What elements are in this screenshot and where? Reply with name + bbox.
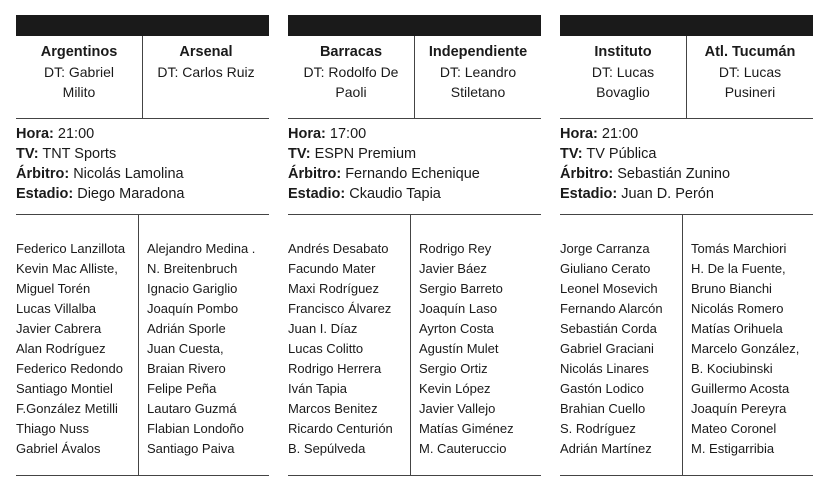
info-value: Fernando Echenique [345, 166, 480, 182]
info-label: Hora: [560, 126, 598, 142]
referee-row [16, 164, 269, 184]
team-coach: DT: Lucas Pusineri [718, 64, 782, 100]
info-value: Sebastián Zunino [617, 166, 731, 182]
hora-row [288, 124, 541, 144]
player-name: Felipe Peña [147, 381, 217, 396]
stadium-row [288, 184, 541, 204]
card-header-bar [16, 15, 269, 36]
info-label: Árbitro: [288, 166, 342, 182]
player-name: Federico Lanzillota [16, 241, 126, 256]
player-name: Miguel Torén [16, 281, 91, 296]
player-name: Juan I. Díaz [288, 321, 358, 336]
player-name: Alejandro Medina . [147, 241, 256, 256]
player-name: Agustín Mulet [419, 341, 499, 356]
team-name: Arsenal [179, 44, 233, 60]
lineup-away [683, 215, 813, 475]
card-header-bar [560, 15, 813, 36]
player-name: Ayrton Costa [419, 321, 494, 336]
player-name: Kevin Mac Alliste, [16, 261, 118, 276]
teams-row [16, 36, 269, 119]
player-name: B. Sepúlveda [288, 441, 366, 456]
info-label: Árbitro: [16, 166, 70, 182]
player-name: Bruno Bianchi [691, 281, 772, 296]
player-name: Ignacio Gariglio [147, 281, 238, 296]
player-name: Giuliano Cerato [560, 261, 651, 276]
player-name: Juan Cuesta, [147, 341, 224, 356]
lineup-away [139, 215, 269, 475]
tv-row [288, 144, 541, 164]
info-value: 21:00 [601, 126, 639, 142]
info-label: Árbitro: [560, 166, 614, 182]
player-name: Joaquín Pombo [147, 301, 239, 316]
player-name: Ricardo Centurión [288, 421, 393, 436]
stadium-row [560, 184, 813, 204]
player-name: Santiago Montiel [16, 381, 113, 396]
player-name: Lucas Villalba [16, 301, 96, 316]
player-name: Flabian Londoño [147, 421, 244, 436]
player-name: Marcelo González, [691, 341, 800, 356]
match-info [288, 119, 541, 215]
player-name: Adrián Sporle [147, 321, 226, 336]
tv-row [16, 144, 269, 164]
player-name: Lautaro Guzmá [147, 401, 237, 416]
player-name: Sergio Barreto [419, 281, 503, 296]
match-info [560, 119, 813, 215]
info-value: ESPN Premium [314, 146, 417, 162]
player-name: Nicolás Romero [691, 301, 784, 316]
team-name: Barracas [319, 44, 383, 60]
team-name: Independiente [428, 44, 528, 60]
player-name: Joaquín Pereyra [691, 401, 787, 416]
match-card [16, 15, 269, 476]
player-name: Braian Rivero [147, 361, 226, 376]
referee-row [288, 164, 541, 184]
player-name: Mateo Coronel [691, 421, 777, 436]
hora-row [16, 124, 269, 144]
player-name: Francisco Álvarez [288, 301, 392, 316]
team-coach: DT: Leandro Stiletano [439, 64, 517, 100]
info-label: Estadio: [16, 186, 74, 202]
player-name: Matías Giménez [419, 421, 514, 436]
player-name: Joaquín Laso [419, 301, 498, 316]
player-name: Gabriel Graciani [560, 341, 654, 356]
player-name: H. De la Fuente, [691, 261, 786, 276]
player-name: N. Breitenbruch [147, 261, 238, 276]
player-name: Gabriel Ávalos [16, 441, 101, 456]
player-name: Facundo Mater [288, 261, 376, 276]
lineup-home [16, 215, 139, 475]
player-name: Javier Cabrera [16, 321, 102, 336]
team-coach: DT: Carlos Ruiz [157, 64, 255, 80]
team-name: Instituto [594, 44, 652, 60]
player-name: Javier Vallejo [419, 401, 496, 416]
info-label: Estadio: [288, 186, 346, 202]
player-name: M. Cauteruccio [419, 441, 507, 456]
player-name: Lucas Colitto [288, 341, 364, 356]
info-value: Juan D. Perón [621, 186, 714, 202]
player-name: Iván Tapia [288, 381, 348, 396]
player-name: Guillermo Acosta [691, 381, 790, 396]
player-name: Andrés Desabato [288, 241, 389, 256]
info-value: TNT Sports [42, 146, 117, 162]
player-name: Gastón Lodico [560, 381, 644, 396]
referee-row [560, 164, 813, 184]
team-name: Argentinos [40, 44, 118, 60]
team-coach: DT: Lucas Bovaglio [591, 64, 655, 100]
lineups [288, 215, 541, 476]
player-name: M. Estigarribia [691, 441, 775, 456]
teams-row [560, 36, 813, 119]
card-header-bar [288, 15, 541, 36]
lineups [560, 215, 813, 476]
teams-row [288, 36, 541, 119]
info-value: TV Pública [586, 146, 657, 162]
player-name: Santiago Paiva [147, 441, 235, 456]
player-name: Sergio Ortiz [419, 361, 488, 376]
player-name: Leonel Mosevich [560, 281, 658, 296]
match-card [288, 15, 541, 476]
player-name: Rodrigo Herrera [288, 361, 382, 376]
team-home [16, 36, 143, 118]
player-name: Matías Orihuela [691, 321, 783, 336]
lineup-home [288, 215, 411, 475]
team-home [560, 36, 687, 118]
info-value: Ckaudio Tapia [349, 186, 441, 202]
match-card [560, 15, 813, 476]
player-name: Maxi Rodríguez [288, 281, 380, 296]
info-value: Nicolás Lamolina [73, 166, 184, 182]
match-info [16, 119, 269, 215]
info-label: Estadio: [560, 186, 618, 202]
team-coach: DT: Gabriel Milito [43, 64, 115, 100]
player-name: Federico Redondo [16, 361, 123, 376]
info-value: 21:00 [57, 126, 95, 142]
team-away [415, 36, 541, 118]
player-name: Thiago Nuss [16, 421, 89, 436]
lineup-home [560, 215, 683, 475]
info-label: Hora: [16, 126, 54, 142]
team-home [288, 36, 415, 118]
player-name: S. Rodríguez [560, 421, 636, 436]
player-name: Jorge Carranza [560, 241, 650, 256]
team-away [143, 36, 269, 118]
info-value: Diego Maradona [77, 186, 185, 202]
player-name: Fernando Alarcón [560, 301, 663, 316]
player-name: Sebastián Corda [560, 321, 657, 336]
lineups [16, 215, 269, 476]
team-away [687, 36, 813, 118]
team-coach: DT: Rodolfo De Paoli [303, 64, 399, 100]
info-label: TV: [288, 146, 311, 162]
player-name: Brahian Cuello [560, 401, 646, 416]
player-name: Tomás Marchiori [691, 241, 787, 256]
player-name: Rodrigo Rey [419, 241, 492, 256]
player-name: F.González Metilli [16, 401, 118, 416]
player-name: Nicolás Linares [560, 361, 649, 376]
team-name: Atl. Tucumán [704, 44, 796, 60]
player-name: Kevin López [419, 381, 491, 396]
info-label: TV: [560, 146, 583, 162]
lineup-away [411, 215, 541, 475]
info-label: TV: [16, 146, 39, 162]
player-name: Alan Rodríguez [16, 341, 106, 356]
info-label: Hora: [288, 126, 326, 142]
player-name: Adrián Martínez [560, 441, 652, 456]
stadium-row [16, 184, 269, 204]
tv-row [560, 144, 813, 164]
player-name: Javier Báez [419, 261, 487, 276]
hora-row [560, 124, 813, 144]
player-name: B. Kociubinski [691, 361, 773, 376]
info-value: 17:00 [329, 126, 367, 142]
player-name: Marcos Benitez [288, 401, 378, 416]
